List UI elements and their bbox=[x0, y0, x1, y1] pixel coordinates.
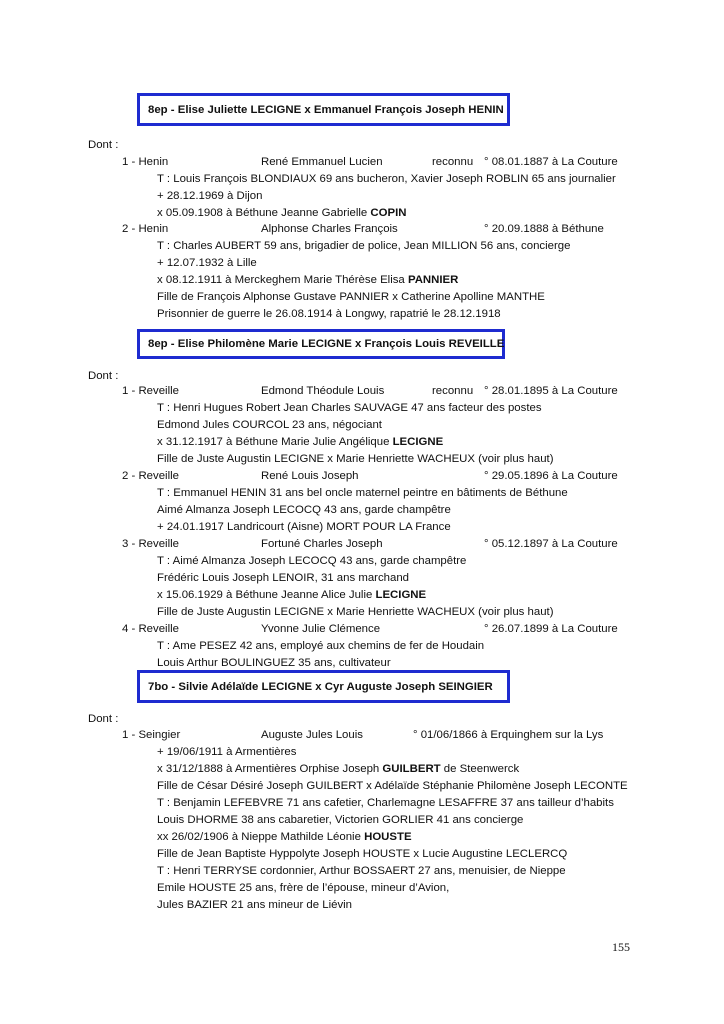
child-names: Fortuné Charles Joseph bbox=[261, 538, 383, 550]
child-names: Alphonse Charles François bbox=[261, 223, 398, 235]
detail-line: + 19/06/1911 à Armentières bbox=[157, 746, 297, 758]
marriage-line: x 31.12.1917 à Béthune Marie Julie Angélique LECIGNE bbox=[157, 436, 444, 448]
child-names: Yvonne Julie Clémence bbox=[261, 623, 381, 635]
detail-line: T : Henri TERRYSE cordonnier, Arthur BOSSAERT 27 ans, menuisier, de Nieppe bbox=[157, 865, 566, 877]
detail-line: T : Henri Hugues Robert Jean Charles SAUVAGE 47 ans facteur des postes bbox=[157, 402, 542, 414]
spouse-surname: GUILBERT bbox=[382, 763, 441, 775]
detail-line: Prisonnier de guerre le 26.08.1914 à Longwy, rapatrié le 28.12.1918 bbox=[157, 308, 501, 320]
child-birth: ° 08.01.1887 à La Couture bbox=[484, 156, 618, 168]
spouse-surname: COPIN bbox=[370, 207, 407, 219]
child-birth: ° 28.01.1895 à La Couture bbox=[484, 385, 618, 397]
marriage-line: x 15.06.1929 à Béthune Jeanne Alice Julie LECIGNE bbox=[157, 589, 427, 601]
child-note: reconnu bbox=[432, 385, 474, 397]
child-birth: ° 20.09.1888 à Béthune bbox=[484, 223, 604, 235]
child-birth: ° 29.05.1896 à La Couture bbox=[484, 470, 618, 482]
page-number: 155 bbox=[612, 940, 630, 954]
spouse-surname: LECIGNE bbox=[375, 589, 427, 601]
child-number: 1 - Henin bbox=[122, 156, 169, 168]
detail-line: + 12.07.1932 à Lille bbox=[157, 257, 257, 269]
child-names: René Louis Joseph bbox=[261, 470, 359, 482]
child-number: 2 - Reveille bbox=[122, 470, 179, 482]
child-names: René Emmanuel Lucien bbox=[261, 156, 383, 168]
child-note: reconnu bbox=[432, 156, 474, 168]
child-number: 3 - Reveille bbox=[122, 538, 179, 550]
marriage-line: xx 26/02/1906 à Nieppe Mathilde Léonie HOUSTE bbox=[157, 831, 412, 843]
spouse-surname: HOUSTE bbox=[364, 831, 412, 843]
detail-line: T : Charles AUBERT 59 ans, brigadier de police, Jean MILLION 56 ans, concierge bbox=[157, 240, 571, 252]
dont-label: Dont : bbox=[88, 139, 119, 151]
child-names: Auguste Jules Louis bbox=[261, 729, 363, 741]
detail-line: Jules BAZIER 21 ans mineur de Liévin bbox=[157, 899, 353, 911]
marriage-line: x 08.12.1911 à Merckeghem Marie Thérèse Elisa PANNIER bbox=[157, 274, 459, 286]
section-header: 8ep - Elise Philomène Marie LECIGNE x François Louis REVEILLE bbox=[137, 329, 505, 359]
detail-line: T : Emmanuel HENIN 31 ans bel oncle maternel peintre en bâtiments de Béthune bbox=[157, 487, 568, 499]
detail-line: Fille de Juste Augustin LECIGNE x Marie Henriette WACHEUX (voir plus haut) bbox=[157, 453, 554, 465]
detail-line: + 24.01.1917 Landricourt (Aisne) MORT POUR LA France bbox=[157, 521, 451, 533]
dont-label: Dont : bbox=[88, 370, 119, 382]
section-header: 7bo - Silvie Adélaïde LECIGNE x Cyr Auguste Joseph SEINGIER bbox=[137, 670, 510, 703]
detail-line: Frédéric Louis Joseph LENOIR, 31 ans marchand bbox=[157, 572, 409, 584]
child-birth: ° 05.12.1897 à La Couture bbox=[484, 538, 618, 550]
detail-line: Fille de François Alphonse Gustave PANNIER x Catherine Apolline MANTHE bbox=[157, 291, 545, 303]
section-header: 8ep - Elise Juliette LECIGNE x Emmanuel François Joseph HENIN bbox=[137, 93, 510, 126]
child-names: Edmond Théodule Louis bbox=[261, 385, 385, 397]
child-number: 1 - Seingier bbox=[122, 729, 181, 741]
detail-line: Fille de César Désiré Joseph GUILBERT x Adélaïde Stéphanie Philomène Joseph LECONTE bbox=[157, 780, 628, 792]
child-birth: ° 01/06/1866 à Erquinghem sur la Lys bbox=[413, 729, 604, 741]
child-number: 2 - Henin bbox=[122, 223, 169, 235]
detail-line: Louis DHORME 38 ans cabaretier, Victorien GORLIER 41 ans concierge bbox=[157, 814, 524, 826]
detail-line: T : Ame PESEZ 42 ans, employé aux chemins de fer de Houdain bbox=[157, 640, 485, 652]
child-number: 1 - Reveille bbox=[122, 385, 179, 397]
dont-label: Dont : bbox=[88, 713, 119, 725]
marriage-line: x 05.09.1908 à Béthune Jeanne Gabrielle COPIN bbox=[157, 207, 407, 219]
spouse-surname: LECIGNE bbox=[392, 436, 444, 448]
child-number: 4 - Reveille bbox=[122, 623, 179, 635]
detail-line: T : Benjamin LEFEBVRE 71 ans cafetier, Charlemagne LESAFFRE 37 ans tailleur d’habits bbox=[157, 797, 614, 809]
marriage-line: x 31/12/1888 à Armentières Orphise Joseph GUILBERT de Steenwerck bbox=[157, 763, 520, 775]
detail-line: Fille de Juste Augustin LECIGNE x Marie Henriette WACHEUX (voir plus haut) bbox=[157, 606, 554, 618]
child-birth: ° 26.07.1899 à La Couture bbox=[484, 623, 618, 635]
detail-line: + 28.12.1969 à Dijon bbox=[157, 190, 263, 202]
detail-line: T : Louis François BLONDIAUX 69 ans bucheron, Xavier Joseph ROBLIN 65 ans journalier bbox=[157, 173, 616, 185]
detail-line: Louis Arthur BOULINGUEZ 35 ans, cultivateur bbox=[157, 657, 391, 669]
detail-line: T : Aimé Almanza Joseph LECOCQ 43 ans, garde champêtre bbox=[157, 555, 467, 567]
detail-line: Emile HOUSTE 25 ans, frère de l’épouse, mineur d’Avion, bbox=[157, 882, 450, 894]
detail-line: Aimé Almanza Joseph LECOCQ 43 ans, garde champêtre bbox=[157, 504, 451, 516]
detail-line: Fille de Jean Baptiste Hyppolyte Joseph HOUSTE x Lucie Augustine LECLERCQ bbox=[157, 848, 568, 860]
detail-line: Edmond Jules COURCOL 23 ans, négociant bbox=[157, 419, 382, 431]
spouse-surname: PANNIER bbox=[407, 274, 459, 286]
